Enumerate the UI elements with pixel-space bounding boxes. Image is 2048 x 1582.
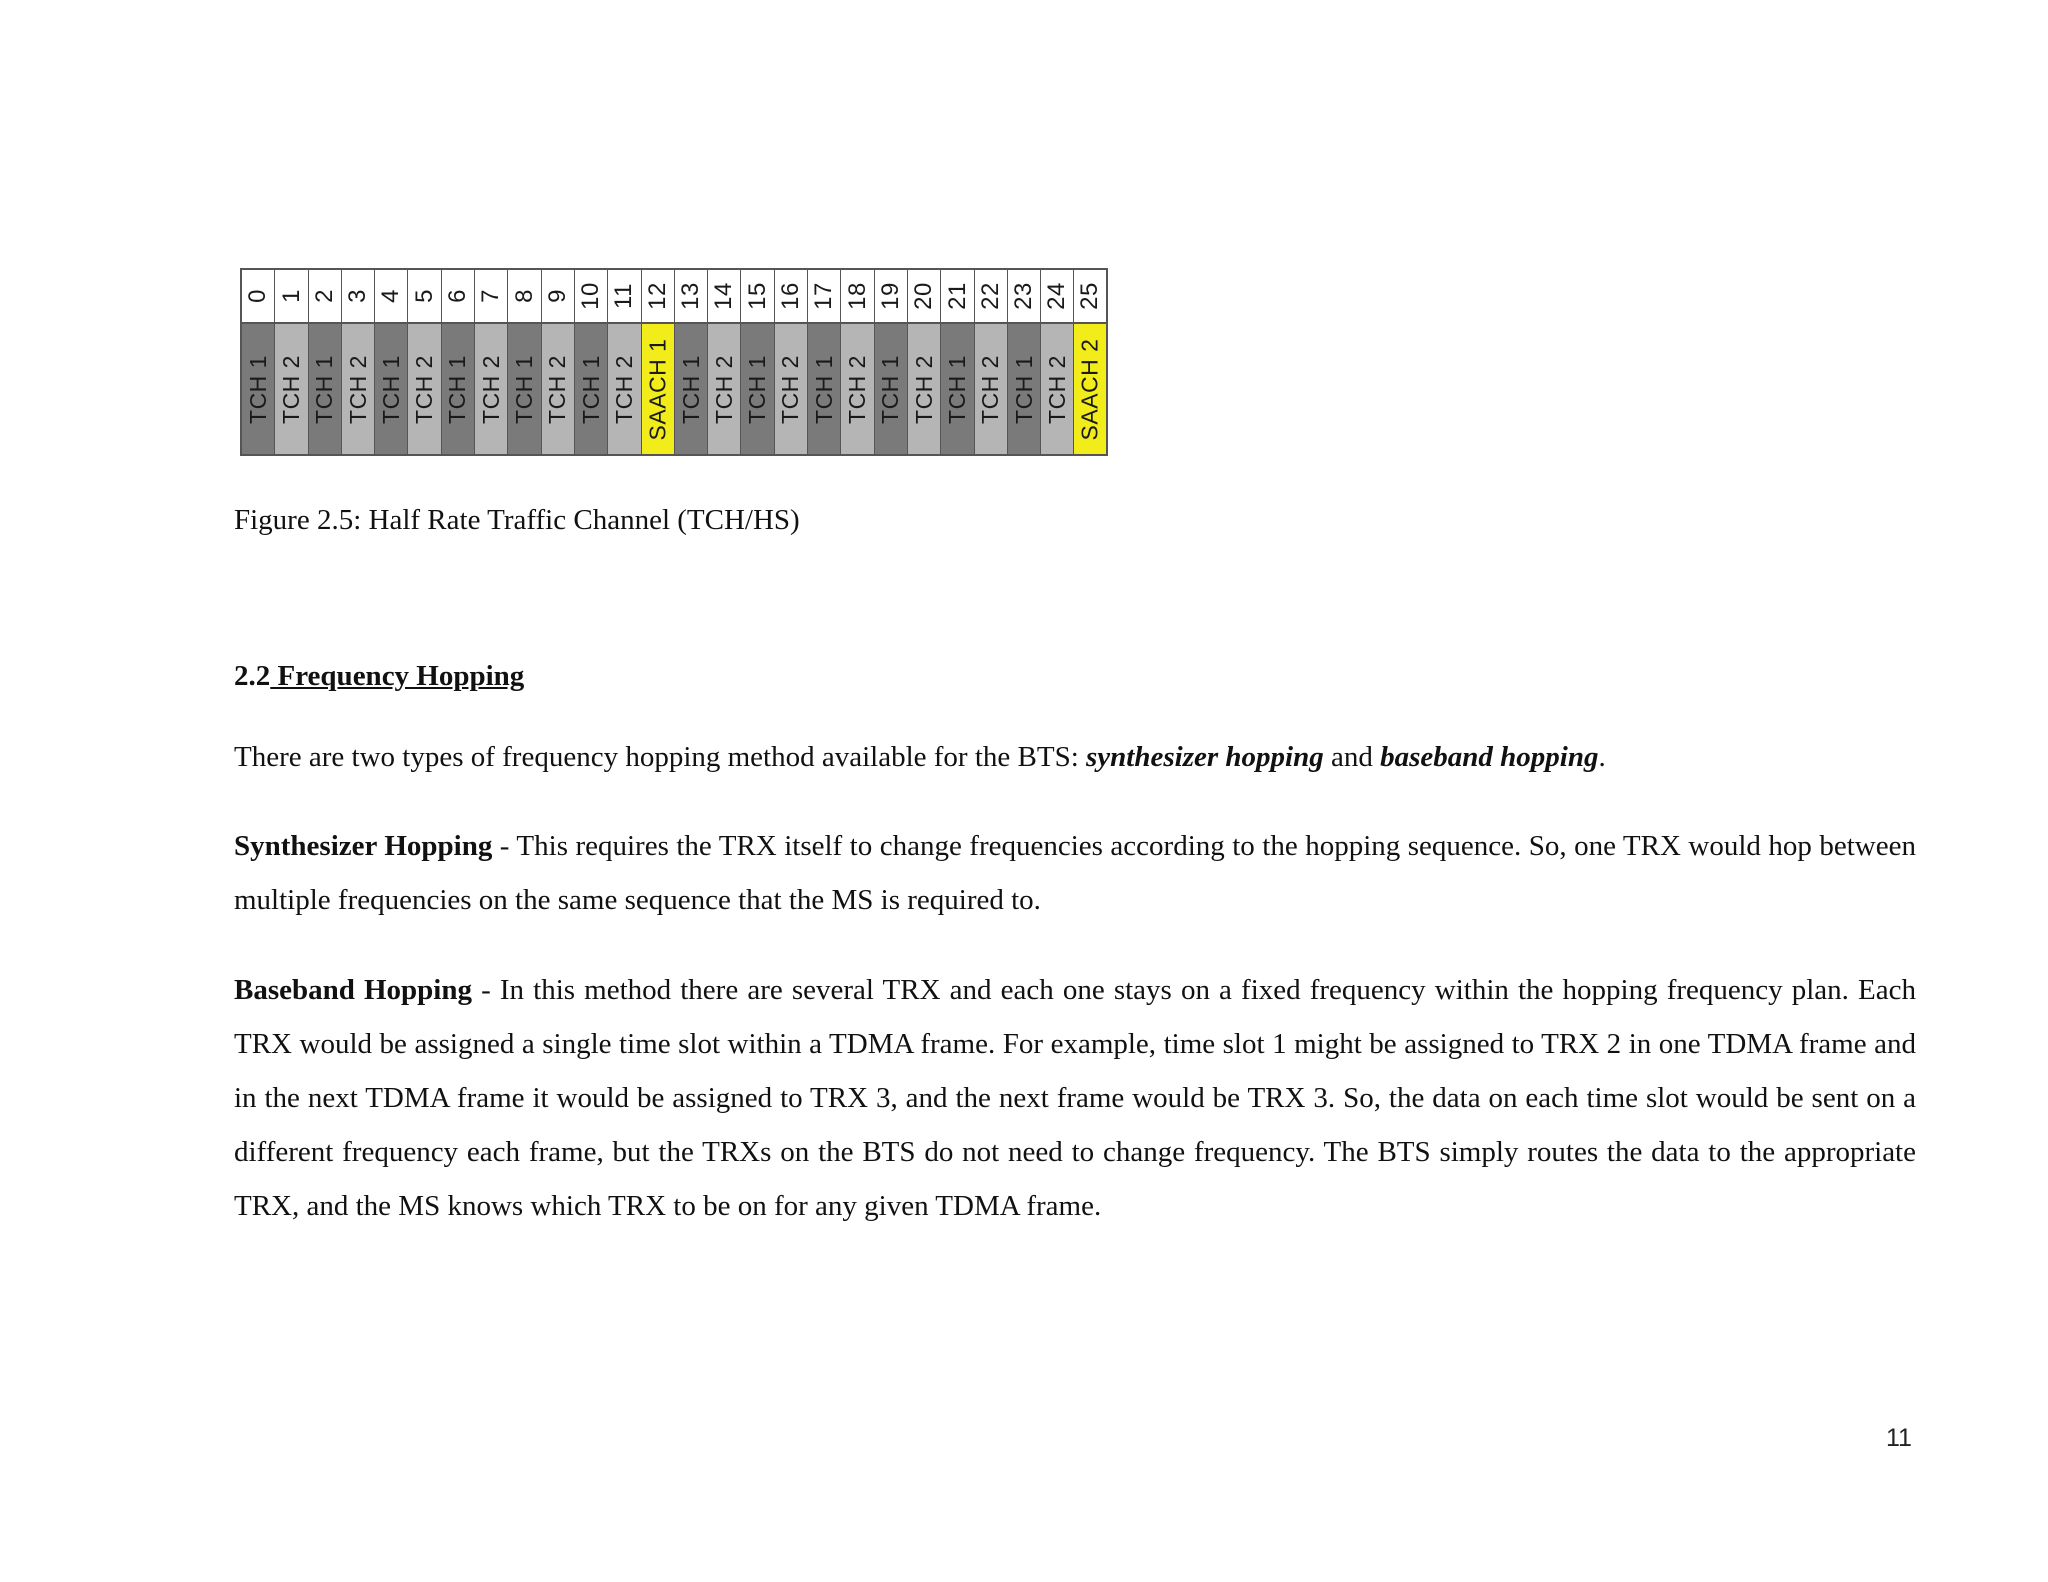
channel-label: TCH 2 [843, 354, 870, 424]
figure-caption: Figure 2.5: Half Rate Traffic Channel (TCH/HS) [234, 504, 800, 536]
channel-cell [542, 324, 574, 456]
timeslot-column [1008, 270, 1041, 456]
timeslot-column [342, 270, 375, 456]
channel-label: TCH 2 [277, 354, 304, 424]
timeslot-number-cell [642, 270, 674, 324]
timeslot-number-cell [309, 270, 341, 324]
timeslot-number: 9 [543, 289, 571, 303]
timeslot-column [408, 270, 441, 456]
timeslot-column [275, 270, 308, 456]
channel-label: TCH 2 [411, 354, 438, 424]
channel-label: TCH 1 [943, 354, 970, 424]
timeslot-number: 22 [976, 282, 1004, 310]
channel-label: SAACH 1 [644, 338, 671, 440]
channel-cell [375, 324, 407, 456]
timeslot-number: 24 [1043, 282, 1071, 310]
timeslot-number: 14 [710, 282, 738, 310]
timeslot-number: 1 [277, 289, 305, 303]
timeslot-number-cell [1041, 270, 1073, 324]
timeslot-number-cell [675, 270, 707, 324]
channel-label: TCH 2 [977, 354, 1004, 424]
channel-cell [941, 324, 973, 456]
channel-cell [741, 324, 773, 456]
timeslot-number-cell [608, 270, 640, 324]
timeslot-number: 16 [776, 282, 804, 310]
timeslot-number: 7 [477, 289, 505, 303]
timeslot-number-cell [408, 270, 440, 324]
timeslot-number-cell [242, 270, 274, 324]
timeslot-column [642, 270, 675, 456]
synthesizer-hopping-term: Synthesizer Hopping [234, 830, 493, 862]
page-number: 11 [1886, 1424, 1912, 1452]
timeslot-number: 19 [876, 282, 904, 310]
timeslot-number-cell [575, 270, 607, 324]
channel-cell [608, 324, 640, 456]
timeslot-column [708, 270, 741, 456]
timeslot-number: 13 [677, 282, 705, 310]
baseband-hopping-paragraph: Baseband Hopping - In this method there are several TRX and each one stays on a fixed frequency within the hopping frequency plan. Each TRX would be assigned a single time slot within a TDMA frame. For example, time slot 1 might be assigned to TRX 2 in one TDMA frame and in the next TDMA frame it would be assigned to TRX 3, and the next frame would be TRX 3. So, the data on each time slot would be sent on a different frequency each frame, but the TRXs on the BTS do not need to change frequency. The BTS simply routes the data to the appropriate TRX, and the MS knows which TRX to be on for any given TDMA frame. [234, 974, 1916, 1222]
timeslot-number-cell [542, 270, 574, 324]
timeslot-number: 8 [510, 289, 538, 303]
channel-label: TCH 1 [444, 354, 471, 424]
term-synthesizer-hopping: synthesizer hopping [1086, 741, 1324, 773]
channel-cell [342, 324, 374, 456]
timeslot-number-cell [741, 270, 773, 324]
channel-label: TCH 2 [777, 354, 804, 424]
timeslot-number: 2 [310, 289, 338, 303]
channel-cell [309, 324, 341, 456]
channel-label: TCH 2 [1043, 354, 1070, 424]
timeslot-number: 10 [577, 282, 605, 310]
timeslot-column [908, 270, 941, 456]
section-number: 2.2 [234, 660, 271, 692]
channel-cell [642, 324, 674, 456]
timeslot-number: 17 [810, 282, 838, 310]
channel-label: TCH 1 [511, 354, 538, 424]
channel-label: TCH 1 [1010, 354, 1037, 424]
channel-cell [775, 324, 807, 456]
timeslot-number-cell [975, 270, 1007, 324]
channel-label: SAACH 2 [1076, 338, 1103, 440]
section-title: Frequency Hopping [277, 660, 525, 692]
channel-label: TCH 1 [810, 354, 837, 424]
section-heading [234, 660, 524, 693]
timeslot-column [375, 270, 408, 456]
timeslot-number: 0 [244, 289, 272, 303]
channel-cell [875, 324, 907, 456]
timeslot-number-cell [1074, 270, 1105, 324]
timeslot-number: 11 [610, 283, 638, 309]
timeslot-column [675, 270, 708, 456]
timeslot-column [775, 270, 808, 456]
timeslot-column [808, 270, 841, 456]
channel-label: TCH 2 [344, 354, 371, 424]
timeslot-number-cell [1008, 270, 1040, 324]
channel-cell [575, 324, 607, 456]
timeslot-number-cell [908, 270, 940, 324]
timeslot-number: 18 [843, 282, 871, 310]
timeslot-number: 3 [344, 289, 372, 303]
channel-label: TCH 1 [244, 354, 271, 424]
channel-label: TCH 2 [544, 354, 571, 424]
timeslot-number: 25 [1076, 282, 1104, 310]
channel-cell [1041, 324, 1073, 456]
channel-cell [1074, 324, 1105, 456]
timeslot-number-cell [808, 270, 840, 324]
timeslot-column [309, 270, 342, 456]
timeslot-number: 12 [643, 282, 671, 310]
timeslot-column [542, 270, 575, 456]
timeslot-number: 23 [1009, 282, 1037, 310]
timeslot-number-cell [875, 270, 907, 324]
timeslot-column [1074, 270, 1107, 456]
timeslot-number-cell [442, 270, 474, 324]
channel-cell [908, 324, 940, 456]
channel-label: TCH 2 [610, 354, 637, 424]
timeslot-column [508, 270, 541, 456]
channel-label: TCH 2 [477, 354, 504, 424]
timeslot-column [475, 270, 508, 456]
channel-label: TCH 1 [311, 354, 338, 424]
channel-label: TCH 1 [677, 354, 704, 424]
timeslot-number: 5 [410, 289, 438, 303]
channel-cell [841, 324, 873, 456]
timeslot-number-cell [708, 270, 740, 324]
timeslot-number-cell [508, 270, 540, 324]
timeslot-column [608, 270, 641, 456]
timeslot-number-cell [375, 270, 407, 324]
channel-cell [508, 324, 540, 456]
channel-label: TCH 1 [377, 354, 404, 424]
timeslot-column [1041, 270, 1074, 456]
channel-cell [475, 324, 507, 456]
timeslot-number: 4 [377, 289, 405, 303]
timeslot-number-cell [775, 270, 807, 324]
channel-cell [442, 324, 474, 456]
channel-label: TCH 2 [910, 354, 937, 424]
channel-cell [242, 324, 274, 456]
timeslot-column [242, 270, 275, 456]
timeslot-number-cell [275, 270, 307, 324]
synthesizer-hopping-paragraph: Synthesizer Hopping - This requires the TRX itself to change frequencies according to the hopping sequence. So, one TRX would hop between multiple frequencies on the same sequence that the MS is required to. [234, 830, 1916, 916]
intro-paragraph: There are two types of frequency hopping method available for the BTS: synthesizer hopping and baseband hopping. [234, 741, 1606, 773]
timeslot-column [875, 270, 908, 456]
channel-label: TCH 2 [710, 354, 737, 424]
channel-cell [275, 324, 307, 456]
timeslot-column [975, 270, 1008, 456]
timeslot-column [841, 270, 874, 456]
channel-cell [975, 324, 1007, 456]
timeslot-number-cell [841, 270, 873, 324]
timeslot-column [442, 270, 475, 456]
tch-hs-frame-figure [240, 268, 1108, 456]
term-baseband-hopping: baseband hopping [1380, 741, 1599, 773]
channel-label: TCH 1 [577, 354, 604, 424]
channel-cell [808, 324, 840, 456]
timeslot-number-cell [475, 270, 507, 324]
channel-label: TCH 1 [744, 354, 771, 424]
channel-cell [1008, 324, 1040, 456]
channel-cell [408, 324, 440, 456]
timeslot-column [941, 270, 974, 456]
timeslot-number: 6 [443, 289, 471, 303]
channel-cell [675, 324, 707, 456]
timeslot-number-cell [941, 270, 973, 324]
timeslot-column [741, 270, 774, 456]
baseband-hopping-term: Baseband Hopping [234, 974, 472, 1006]
timeslot-number: 20 [910, 282, 938, 310]
channel-label: TCH 1 [877, 354, 904, 424]
timeslot-number-cell [342, 270, 374, 324]
channel-cell [708, 324, 740, 456]
timeslot-column [575, 270, 608, 456]
timeslot-number: 15 [743, 282, 771, 310]
timeslot-number: 21 [943, 282, 971, 310]
